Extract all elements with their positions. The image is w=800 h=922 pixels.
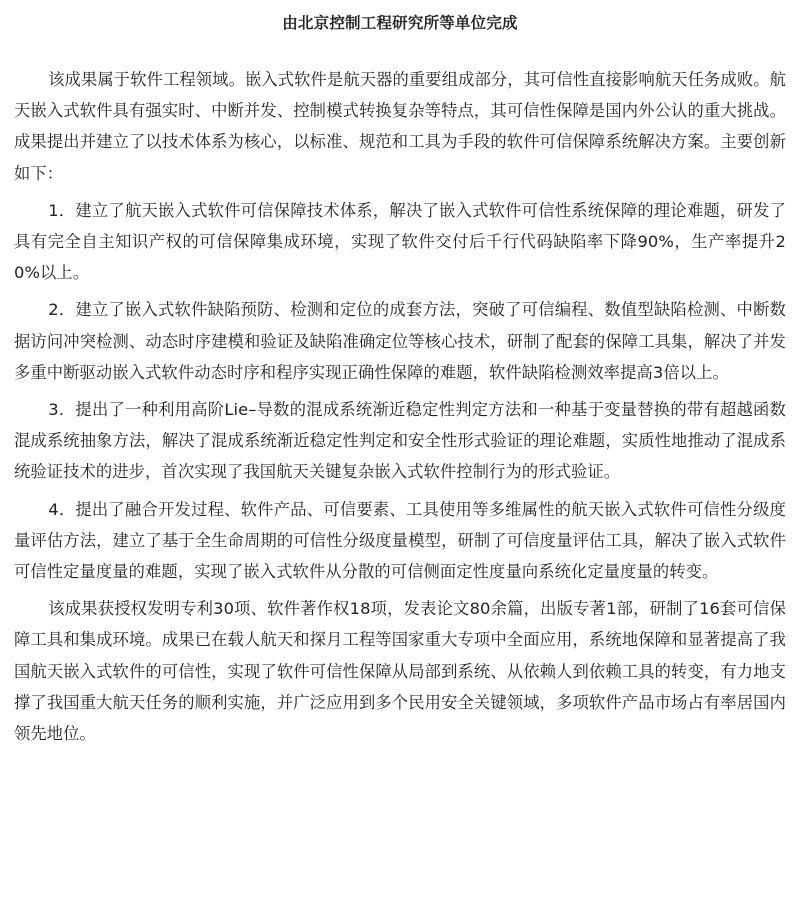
summary-paragraph: 该成果获授权发明专利30项、软件著作权18项，发表论文80余篇，出版专著1部，研制了16套可信保障工具和集成环境。成果已在载人航天和探月工程等国家重大专项中全面应用，系统地保障和显著提高了我国航天嵌入式软件的可信性，实现了软件可信性保障从局部到系统、从依赖人到依赖工具的转变，有力地支撑了我国重大航天任务的顺利实施，并广泛应用到多个民用安全关键领域，多项软件产品市场占有率居国内领先地位。 — [14, 599, 786, 744]
innovation-1-paragraph: 1．建立了航天嵌入式软件可信保障技术体系，解决了嵌入式软件可信性系统保障的理论难题，研发了具有完全自主知识产权的可信保障集成环境，实现了软件交付后千行代码缺陷率下降90%，生产率提升20%以上。 — [14, 200, 786, 283]
innovation-4-paragraph: 4．提出了融合开发过程、软件产品、可信要素、工具使用等多维属性的航天嵌入式软件可信性分级度量评估方法，建立了基于全生命周期的可信性分级度量模型，研制了可信度量评估工具，解决了嵌入式软件可信性定量度量的难题，实现了嵌入式软件从分散的可信侧面定性度量向系统化定量度量的转变。 — [14, 499, 786, 582]
innovation-3-paragraph: 3．提出了一种利用高阶Lie–导数的混成系统渐近稳定性判定方法和一种基于变量替换的带有超越函数混成系统抽象方法，解决了混成系统渐近稳定性判定和安全性形式验证的理论难题，实质性地推动了混成系统验证技术的进步，首次实现了我国航天关键复杂嵌入式软件控制行为的形式验证。 — [14, 400, 786, 482]
document-title: 由北京控制工程研究所等单位完成 — [282, 14, 518, 32]
intro-paragraph: 该成果属于软件工程领域。嵌入式软件是航天器的重要组成部分，其可信性直接影响航天任务成败。航天嵌入式软件具有强实时、中断并发、控制模式转换复杂等特点，其可信性保障是国内外公认的重大挑战。成果提出并建立了以技术体系为核心，以标准、规范和工具为手段的软件可信保障系统解决方案。主要创新如下： — [14, 70, 786, 183]
innovation-2-paragraph: 2．建立了嵌入式软件缺陷预防、检测和定位的成套方法，突破了可信编程、数值型缺陷检测、中断数据访问冲突检测、动态时序建模和验证及缺陷准确定位等核心技术，研制了配套的保障工具集，解决了并发多重中断驱动嵌入式软件动态时序和程序实现正确性保障的难题，软件缺陷检测效率提高3倍以上。 — [14, 300, 786, 382]
